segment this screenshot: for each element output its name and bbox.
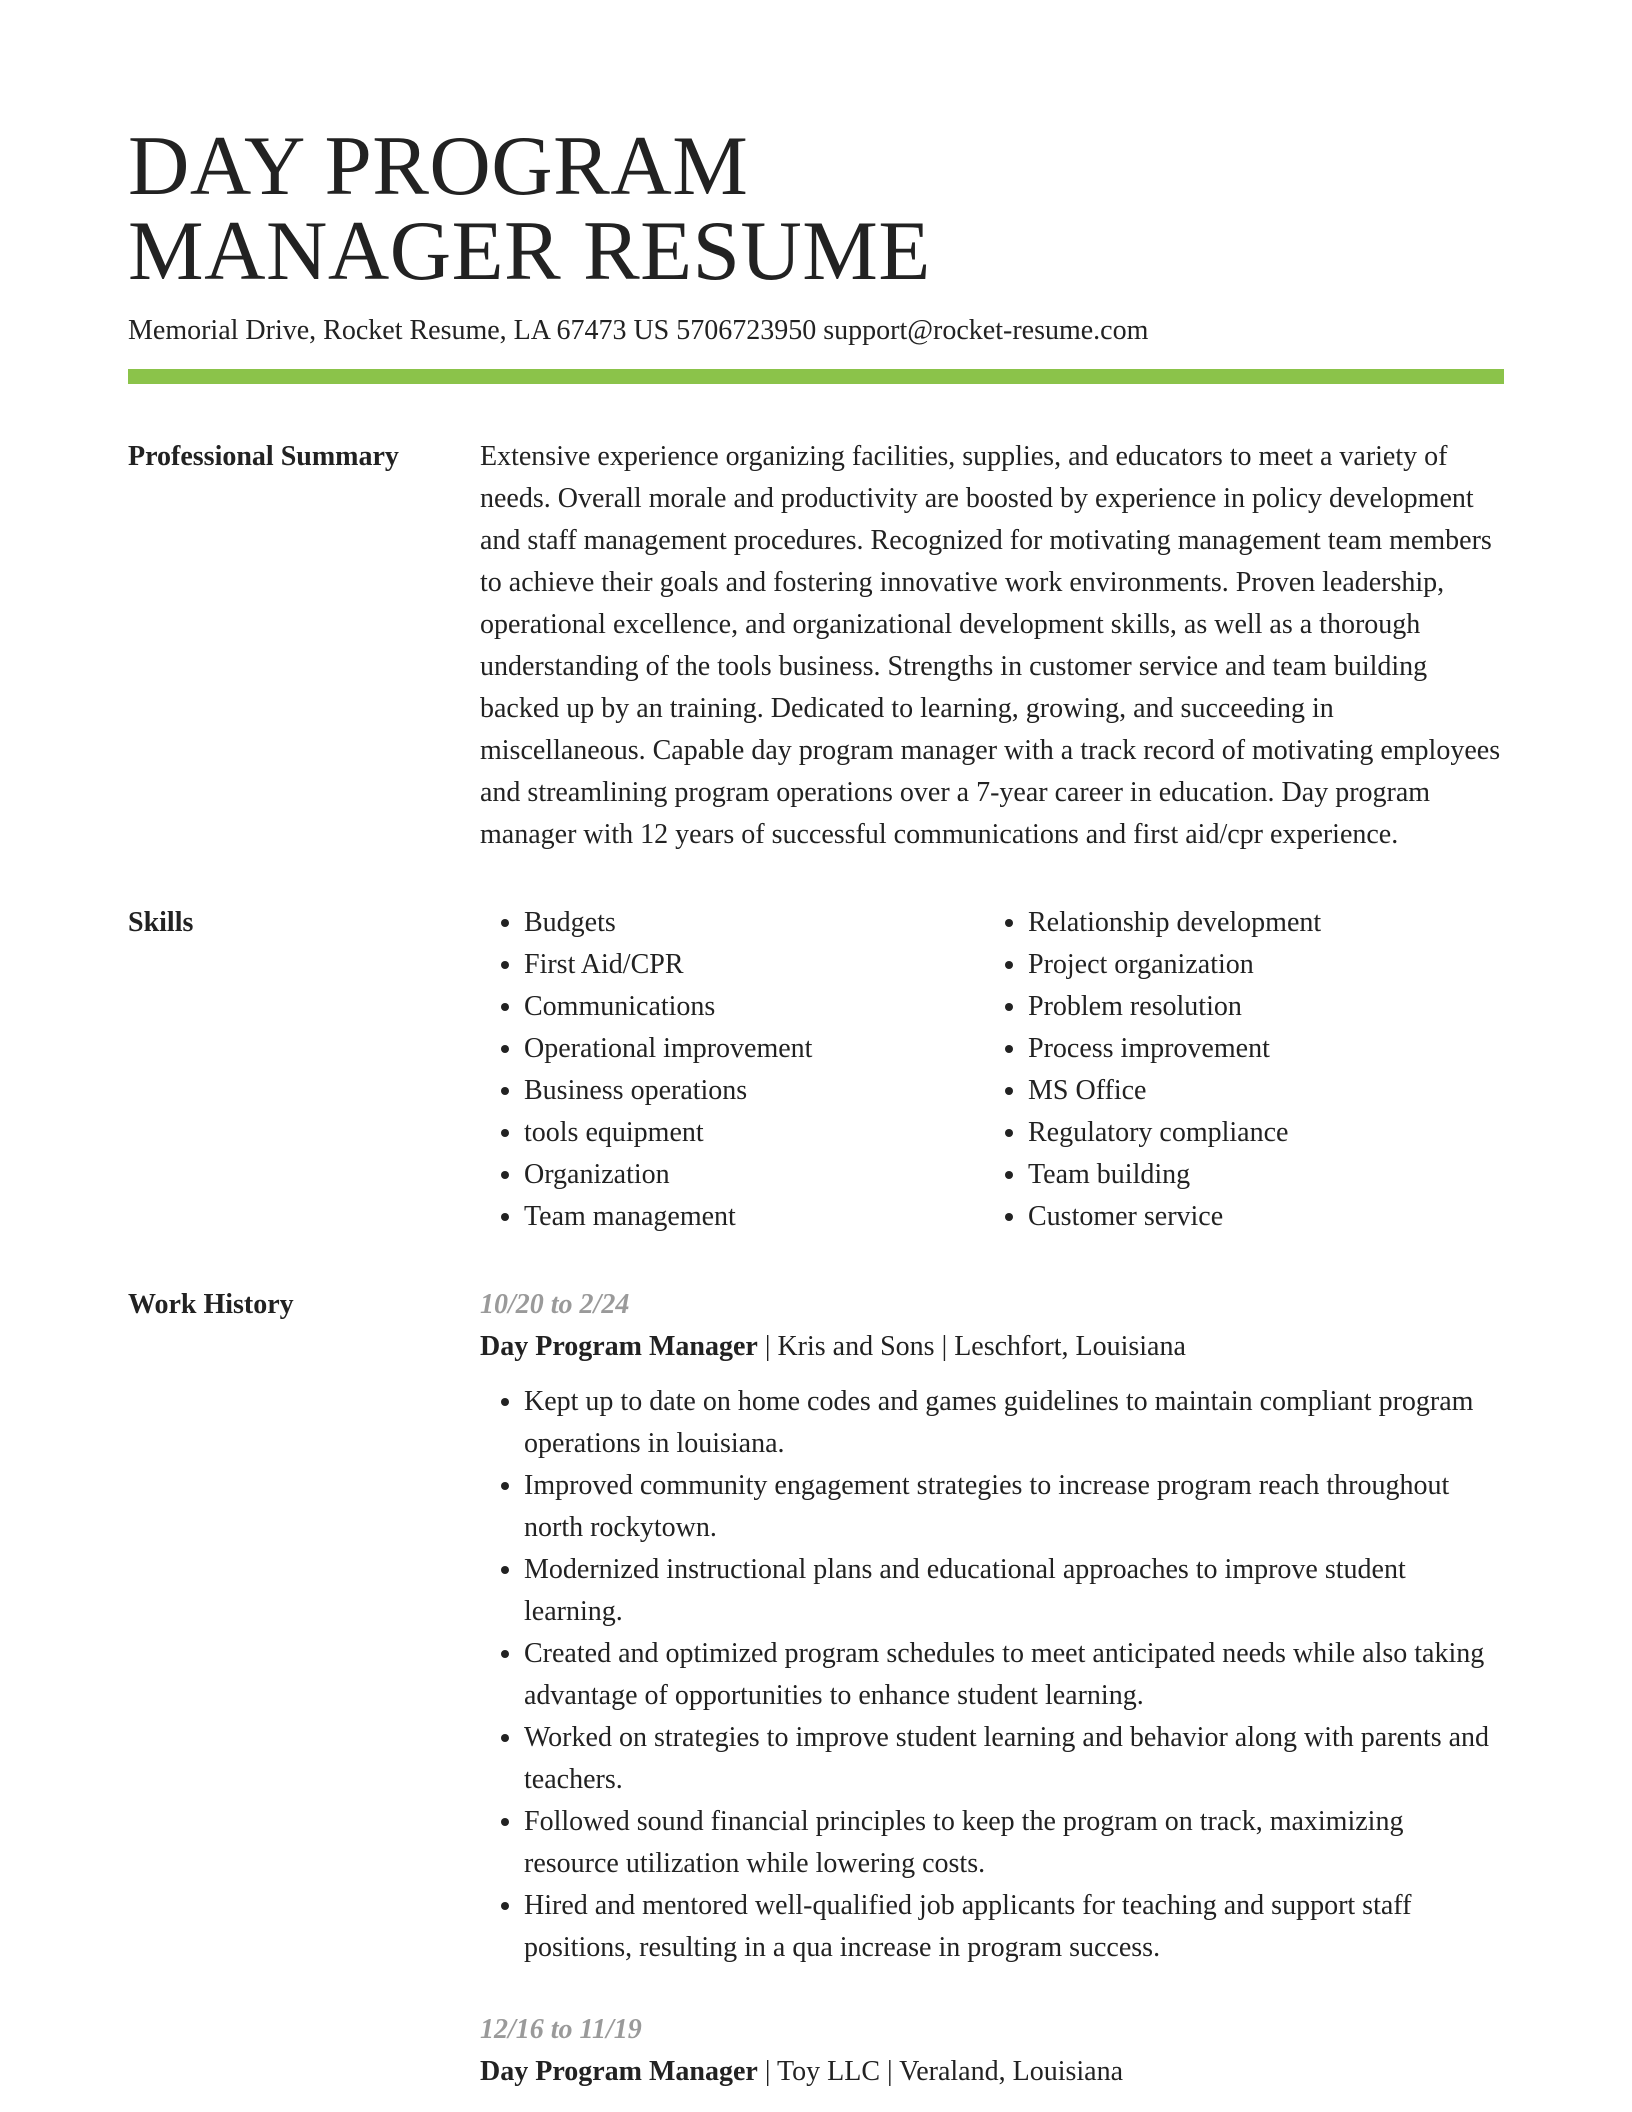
- skill-item: • Communications: [524, 986, 984, 1028]
- skill-item: • Relationship development: [1028, 902, 1488, 944]
- skill-item: • Team management: [524, 1196, 984, 1238]
- skill-item: • tools equipment: [524, 1112, 984, 1154]
- job-bullet: • Improved community engagement strategies to increase program reach throughout north rockytown.: [524, 1465, 1504, 1549]
- job-entry: [480, 2009, 1504, 2093]
- job-bullets: [480, 1381, 1504, 1969]
- skill-item: • Process improvement: [1028, 1028, 1488, 1070]
- job-bullet: • Hired and mentored well-qualified job applicants for teaching and support staff positions, resulting in a qua increase in program success.: [524, 1885, 1504, 1969]
- skill-item: • Team building: [1028, 1154, 1488, 1196]
- skills-content: [480, 902, 1504, 1238]
- contact-info: Memorial Drive, Rocket Resume, LA 67473 US 5706723950 support@rocket-resume.com: [128, 315, 1149, 346]
- job-bullet: • Modernized instructional plans and educational approaches to improve student learning.: [524, 1549, 1504, 1633]
- skill-item: • Organization: [524, 1154, 984, 1196]
- skills-list-left: [480, 902, 984, 1238]
- skill-item: • Operational improvement: [524, 1028, 984, 1070]
- work-history-heading: Work History: [128, 1289, 294, 1320]
- skills-section: [128, 902, 1504, 1238]
- summary-content: [480, 436, 1504, 856]
- summary-text: Extensive experience organizing facilities, supplies, and educators to meet a variety of needs. Overall morale and productivity are boosted by experience in policy development and staff management procedures. Recognized for motivating management team members to achieve their goals and fostering innovative work environments. Proven leadership, operational excellence, and organizational development skills, as well as a thorough understanding of the tools business. Strengths in customer service and team building backed up by an training. Dedicated to learning, growing, and succeeding in miscellaneous. Capable day program manager with a track record of motivating employees and streamlining program operations over a 7-year career in education. Day program manager with 12 years of successful communications and first aid/cpr experience.: [480, 441, 1501, 850]
- job-entry: [480, 1284, 1504, 1969]
- job-header: [480, 1326, 1504, 1368]
- job-role: Day Program Manager: [480, 2056, 758, 2087]
- skill-item: • Project organization: [1028, 944, 1488, 986]
- skill-item: • First Aid/CPR: [524, 944, 984, 986]
- work-history-section: [128, 1284, 1504, 2093]
- job-bullet: • Kept up to date on home codes and games guidelines to maintain compliant program operations in louisiana.: [524, 1381, 1504, 1465]
- summary-section: [128, 436, 1504, 856]
- job-details: | Kris and Sons | Leschfort, Louisiana: [757, 1331, 1186, 1362]
- skills-list-right: [984, 902, 1488, 1238]
- job-role: Day Program Manager: [480, 1331, 758, 1362]
- title-line-1: DAY PROGRAM: [128, 119, 749, 213]
- skill-item: • MS Office: [1028, 1070, 1488, 1112]
- page-title: [128, 0, 1504, 298]
- job-bullet: • Created and optimized program schedules to meet anticipated needs while also taking advantage of opportunities to enhance student learning.: [524, 1633, 1504, 1717]
- skill-item: • Business operations: [524, 1070, 984, 1112]
- summary-heading: Professional Summary: [128, 441, 399, 472]
- job-header: [480, 2051, 1504, 2093]
- skill-item: • Budgets: [524, 902, 984, 944]
- job-bullet: • Worked on strategies to improve student learning and behavior along with parents and teachers.: [524, 1717, 1504, 1801]
- job-dates: 10/20 to 2/24: [480, 1289, 630, 1320]
- job-bullet: • Followed sound financial principles to keep the program on track, maximizing resource utilization while lowering costs.: [524, 1801, 1504, 1885]
- title-line-2: MANAGER RESUME: [128, 204, 931, 298]
- resume-page: [128, 0, 1504, 2093]
- skill-item: • Customer service: [1028, 1196, 1488, 1238]
- skills-heading: Skills: [128, 907, 194, 938]
- skill-item: • Regulatory compliance: [1028, 1112, 1488, 1154]
- job-details: | Toy LLC | Veraland, Louisiana: [757, 2056, 1124, 2087]
- skill-item: • Problem resolution: [1028, 986, 1488, 1028]
- accent-divider: [128, 369, 1504, 384]
- job-dates: 12/16 to 11/19: [480, 2014, 642, 2045]
- work-history-content: [480, 1284, 1504, 2093]
